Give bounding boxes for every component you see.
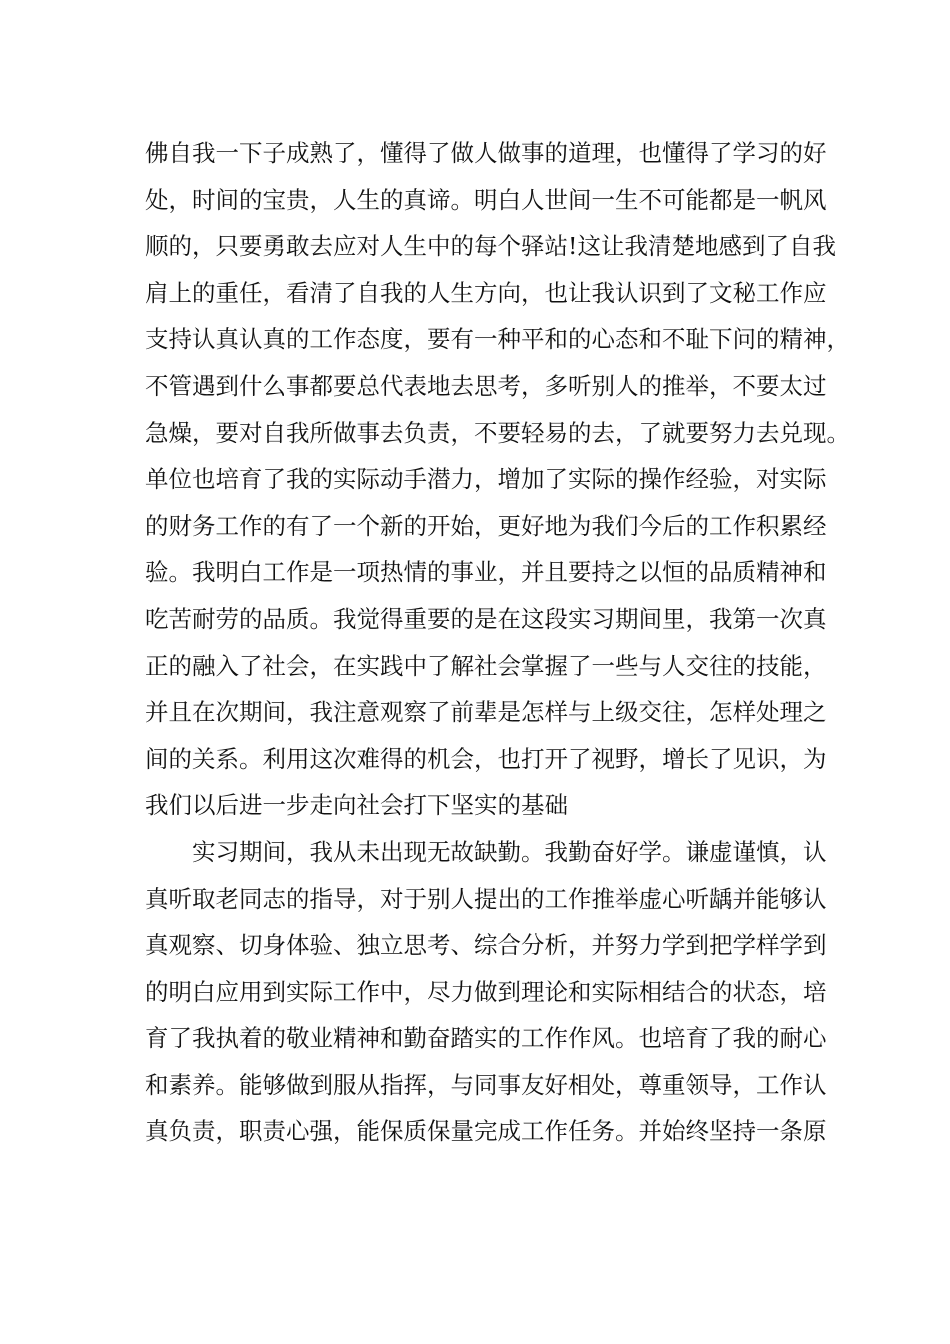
document-body bbox=[145, 130, 850, 1155]
text-line: 单位也培育了我的实际动手潜力，增加了实际的操作经验，对实际 bbox=[145, 465, 827, 494]
text-line: 验。我明白工作是一项热情的事业，并且要持之以恒的品质精神和 bbox=[145, 558, 827, 587]
text-line: 处，时间的宝贵，人生的真谛。明白人世间一生不可能都是一帆风 bbox=[145, 185, 827, 214]
text-line: 和素养。能够做到服从指挥，与同事友好相处，尊重领导，工作认 bbox=[145, 1070, 827, 1099]
text-line: 间的关系。利用这次难得的机会，也打开了视野，增长了见识，为 bbox=[145, 744, 827, 773]
paragraph-2 bbox=[145, 829, 845, 1155]
text-line: 的财务工作的有了一个新的开始，更好地为我们今后的工作积累经 bbox=[145, 511, 827, 540]
text-line: 佛自我一下子成熟了，懂得了做人做事的道理，也懂得了学习的好 bbox=[145, 139, 827, 167]
text-line: 真听取老同志的指导，对于别人提出的工作推举虚心听龋并能够认 bbox=[145, 884, 827, 913]
text-line: 吃苦耐劳的品质。我觉得重要的是在这段实习期间里，我第一次真 bbox=[145, 604, 827, 633]
text-line: 急燥，要对自我所做事去负责，不要轻易的去，了就要努力去兑现。 bbox=[145, 418, 850, 447]
text-line: 我们以后进一步走向社会打下坚实的基础 bbox=[145, 791, 568, 820]
text-line: 真观察、切身体验、独立思考、综合分析，并努力学到把学样学到 bbox=[145, 931, 827, 960]
text-line-indented: 实习期间，我从未出现无故缺勤。我勤奋好学。谦虚谨慎，认 bbox=[192, 837, 827, 866]
text-line: 正的融入了社会，在实践中了解社会掌握了一些与人交往的技能， bbox=[145, 651, 827, 680]
paragraph-1 bbox=[145, 130, 850, 829]
text-line: 的明白应用到实际工作中，尽力做到理论和实际相结合的状态，培 bbox=[145, 977, 827, 1006]
text-line: 真负责，职责心强，能保质保量完成工作任务。并始终坚持一条原 bbox=[145, 1117, 827, 1146]
text-line: 不管遇到什么事都要总代表地去思考，多听别人的推举，不要太过 bbox=[145, 371, 827, 400]
text-line: 育了我执着的敬业精神和勤奋踏实的工作作风。也培育了我的耐心 bbox=[145, 1024, 827, 1053]
text-line: 顺的，只要勇敢去应对人生中的每个驿站!这让我清楚地感到了自我 bbox=[145, 232, 836, 261]
text-line: 支持认真认真的工作态度，要有一种平和的心态和不耻下问的精神， bbox=[145, 325, 850, 354]
text-line: 并且在次期间，我注意观察了前辈是怎样与上级交往，怎样处理之 bbox=[145, 698, 827, 727]
text-line: 肩上的重任，看清了自我的人生方向，也让我认识到了文秘工作应 bbox=[145, 278, 827, 307]
